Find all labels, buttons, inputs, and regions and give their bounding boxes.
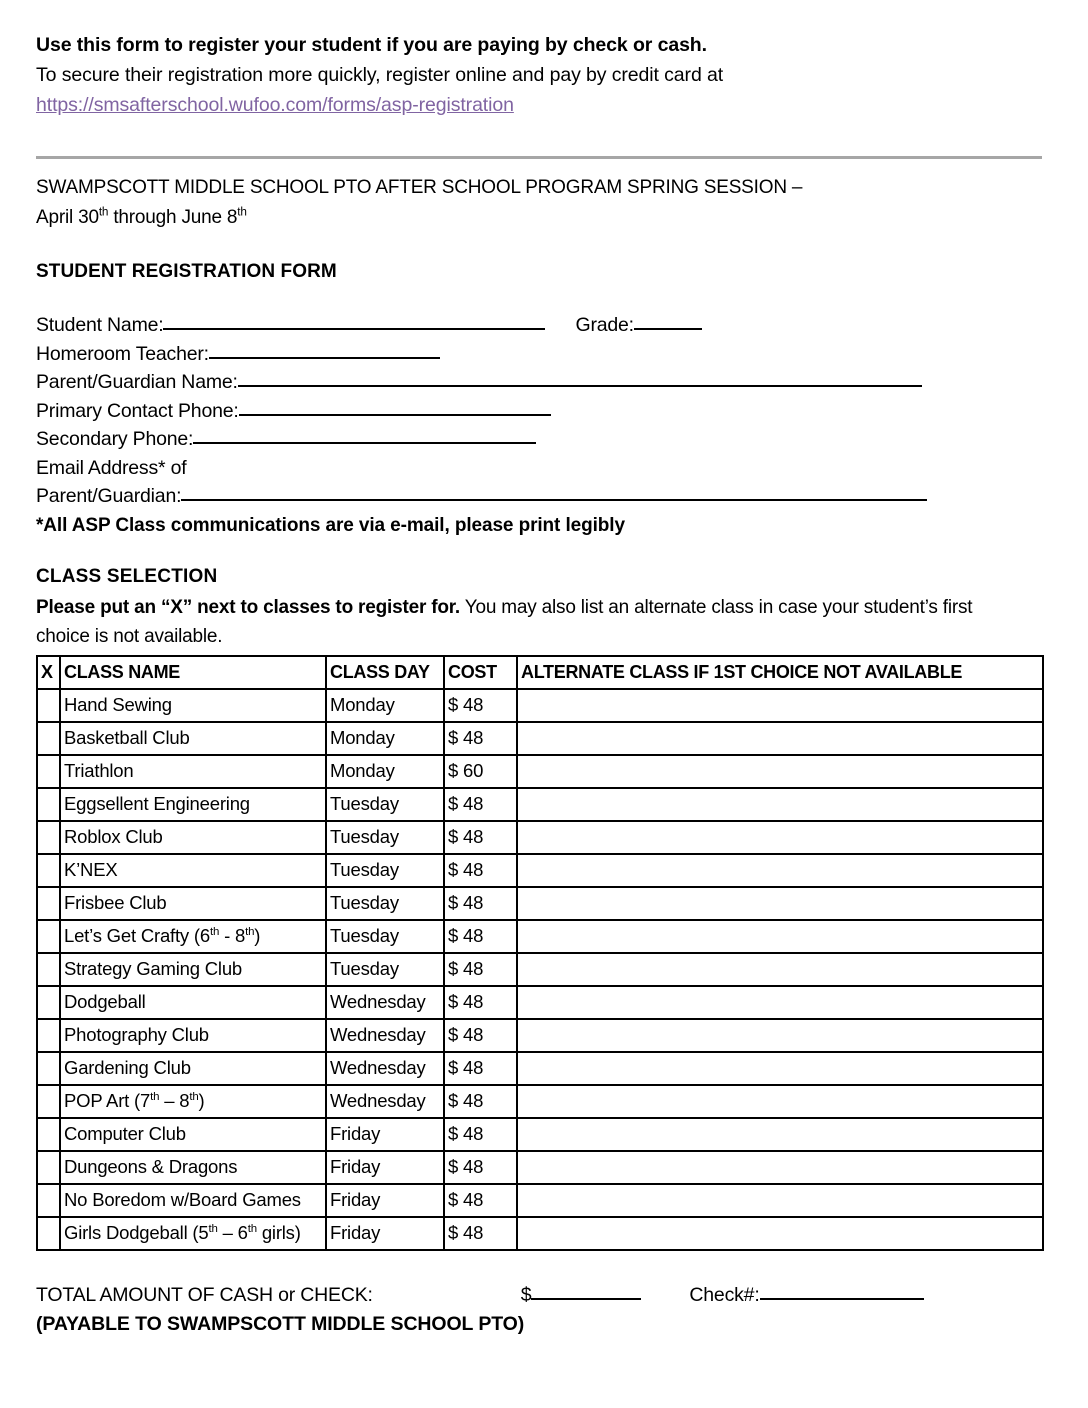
table-row (37, 1151, 1043, 1184)
instruction-rest-part: You may also list an alternate class in case your student’s first choice is not available. (36, 596, 973, 647)
row-class-name: Girls Dodgeball (5th – 6th girls) (60, 1217, 326, 1250)
row-alternate-class-input[interactable] (517, 722, 1043, 755)
table-row (37, 689, 1043, 722)
row-class-day: Tuesday (326, 788, 444, 821)
row-x-checkbox-cell[interactable] (37, 788, 60, 821)
session-date-sup-1: th (98, 205, 109, 219)
table-row (37, 821, 1043, 854)
row-alternate-class-input[interactable] (517, 887, 1043, 920)
totals-block (36, 1281, 1046, 1339)
payable-to-note: (PAYABLE TO SWAMPSCOTT MIDDLE SCHOOL PTO) (36, 1312, 525, 1335)
table-row (37, 1118, 1043, 1151)
row-class-day: Friday (326, 1151, 444, 1184)
row-x-checkbox-cell[interactable] (37, 854, 60, 887)
primary-phone-input-blank[interactable] (239, 397, 551, 416)
row-class-name: Roblox Club (60, 821, 326, 854)
row-class-name: Gardening Club (60, 1052, 326, 1085)
grade-input-blank[interactable] (634, 311, 702, 330)
row-x-checkbox-cell[interactable] (37, 986, 60, 1019)
class-selection-table (36, 655, 1044, 1251)
class-selection-instruction (36, 593, 1026, 651)
class-selection-heading: CLASS SELECTION (36, 565, 218, 587)
parent-guardian-name-input-blank[interactable] (238, 368, 922, 387)
header-class-name: CLASS NAME (60, 656, 326, 689)
row-x-checkbox-cell[interactable] (37, 1019, 60, 1052)
row-cost: $ 48 (444, 1052, 517, 1085)
row-alternate-class-input[interactable] (517, 854, 1043, 887)
row-cost: $ 60 (444, 755, 517, 788)
table-row (37, 953, 1043, 986)
row-x-checkbox-cell[interactable] (37, 1085, 60, 1118)
table-row (37, 1052, 1043, 1085)
row-class-name: Computer Club (60, 1118, 326, 1151)
horizontal-divider (36, 156, 1042, 159)
row-class-day: Tuesday (326, 854, 444, 887)
row-class-day: Tuesday (326, 953, 444, 986)
row-alternate-class-input[interactable] (517, 1085, 1043, 1118)
row-class-day: Monday (326, 722, 444, 755)
header-class-day: CLASS DAY (326, 656, 444, 689)
row-x-checkbox-cell[interactable] (37, 953, 60, 986)
student-info-fields (36, 311, 1046, 540)
homeroom-teacher-label: Homeroom Teacher: (36, 342, 209, 365)
session-date-prefix: April 30 (36, 207, 99, 228)
intro-bold-line: Use this form to register your student if you are paying by check or cash. (36, 34, 707, 56)
row-cost: $ 48 (444, 887, 517, 920)
total-amount-input-blank[interactable] (531, 1281, 641, 1300)
primary-phone-label: Primary Contact Phone: (36, 399, 239, 422)
check-number-input-blank[interactable] (760, 1281, 924, 1300)
row-cost: $ 48 (444, 722, 517, 755)
row-cost: $ 48 (444, 689, 517, 722)
email-address-label-line-2: Parent/Guardian: (36, 485, 182, 507)
row-x-checkbox-cell[interactable] (37, 920, 60, 953)
row-class-name: Eggsellent Engineering (60, 788, 326, 821)
row-alternate-class-input[interactable] (517, 1052, 1043, 1085)
row-x-checkbox-cell[interactable] (37, 1118, 60, 1151)
session-line-1: SWAMPSCOTT MIDDLE SCHOOL PTO AFTER SCHOOL PROGRAM SPRING SESSION – (36, 177, 803, 198)
row-class-name: Triathlon (60, 755, 326, 788)
row-cost: $ 48 (444, 821, 517, 854)
secondary-phone-input-blank[interactable] (193, 425, 536, 444)
row-alternate-class-input[interactable] (517, 920, 1043, 953)
registration-url-line (36, 90, 1046, 120)
row-class-name: Frisbee Club (60, 887, 326, 920)
table-row (37, 854, 1043, 887)
row-alternate-class-input[interactable] (517, 1217, 1043, 1250)
session-date-mid: through June 8 (108, 207, 238, 228)
row-x-checkbox-cell[interactable] (37, 722, 60, 755)
row-cost: $ 48 (444, 1151, 517, 1184)
row-class-name: Dungeons & Dragons (60, 1151, 326, 1184)
table-row (37, 986, 1043, 1019)
field-row-email-line-2 (36, 482, 1046, 511)
row-alternate-class-input[interactable] (517, 755, 1043, 788)
row-class-day: Monday (326, 689, 444, 722)
row-alternate-class-input[interactable] (517, 821, 1043, 854)
field-row-primary-phone (36, 397, 1046, 426)
dollar-sign: $ (520, 1283, 532, 1306)
row-alternate-class-input[interactable] (517, 986, 1043, 1019)
row-cost: $ 48 (444, 920, 517, 953)
row-class-name: Hand Sewing (60, 689, 326, 722)
session-heading (36, 173, 1046, 233)
row-alternate-class-input[interactable] (517, 953, 1043, 986)
total-amount-label: TOTAL AMOUNT OF CASH or CHECK: (36, 1283, 373, 1306)
header-x: X (37, 656, 60, 689)
field-row-student-name (36, 311, 1046, 340)
homeroom-teacher-input-blank[interactable] (209, 340, 440, 359)
email-address-input-blank[interactable] (181, 482, 927, 501)
document-body (36, 30, 1046, 1339)
table-row (37, 755, 1043, 788)
instruction-bold-part: Please put an “X” next to classes to register for. (36, 596, 460, 618)
table-row (37, 788, 1043, 821)
row-cost: $ 48 (444, 986, 517, 1019)
row-alternate-class-input[interactable] (517, 1151, 1043, 1184)
row-class-day: Wednesday (326, 1019, 444, 1052)
table-row (37, 1184, 1043, 1217)
row-x-checkbox-cell[interactable] (37, 887, 60, 920)
session-date-sup-2: th (237, 205, 247, 219)
row-x-checkbox-cell[interactable] (37, 689, 60, 722)
row-class-name: POP Art (7th – 8th) (60, 1085, 326, 1118)
table-body (37, 689, 1043, 1250)
row-cost: $ 48 (444, 1184, 517, 1217)
registration-url-link[interactable]: https://smsafterschool.wufoo.com/forms/asp-registration (36, 94, 514, 116)
row-class-day: Wednesday (326, 1085, 444, 1118)
intro-sub-line: To secure their registration more quickly, register online and pay by credit card at (36, 64, 724, 86)
secondary-phone-label: Secondary Phone: (36, 428, 194, 450)
row-class-name: No Boredom w/Board Games (60, 1184, 326, 1217)
row-class-day: Friday (326, 1118, 444, 1151)
row-class-day: Friday (326, 1217, 444, 1250)
row-class-day: Wednesday (326, 986, 444, 1019)
parent-guardian-name-label: Parent/Guardian Name: (36, 371, 238, 393)
row-cost: $ 48 (444, 1118, 517, 1151)
table-row (37, 920, 1043, 953)
row-x-checkbox-cell[interactable] (37, 1052, 60, 1085)
row-cost: $ 48 (444, 1217, 517, 1250)
row-cost: $ 48 (444, 953, 517, 986)
check-number-label: Check#: (689, 1283, 760, 1306)
table-row (37, 1085, 1043, 1118)
table-row (37, 722, 1043, 755)
table-row (37, 1217, 1043, 1250)
field-row-homeroom-teacher (36, 340, 1046, 369)
row-class-day: Tuesday (326, 887, 444, 920)
grade-label: Grade: (575, 314, 634, 336)
row-class-name: Let’s Get Crafty (6th - 8th) (60, 920, 326, 953)
table-header (37, 656, 1043, 689)
field-row-secondary-phone (36, 425, 1046, 454)
email-footnote: *All ASP Class communications are via e-mail, please print legibly (36, 514, 625, 536)
row-class-name: Dodgeball (60, 986, 326, 1019)
intro-block (36, 30, 1046, 120)
row-class-day: Friday (326, 1184, 444, 1217)
row-cost: $ 48 (444, 788, 517, 821)
row-class-name: Strategy Gaming Club (60, 953, 326, 986)
table-row (37, 887, 1043, 920)
student-name-input-blank[interactable] (163, 311, 545, 330)
header-cost: COST (444, 656, 517, 689)
row-x-checkbox-cell[interactable] (37, 755, 60, 788)
row-alternate-class-input[interactable] (517, 1019, 1043, 1052)
row-class-day: Monday (326, 755, 444, 788)
row-class-name: K’NEX (60, 854, 326, 887)
row-alternate-class-input[interactable] (517, 788, 1043, 821)
field-row-parent-name (36, 368, 1046, 397)
row-x-checkbox-cell[interactable] (37, 1217, 60, 1250)
form-title: STUDENT REGISTRATION FORM (36, 261, 337, 282)
row-x-checkbox-cell[interactable] (37, 821, 60, 854)
row-x-checkbox-cell[interactable] (37, 1184, 60, 1217)
row-x-checkbox-cell[interactable] (37, 1151, 60, 1184)
row-class-day: Tuesday (326, 821, 444, 854)
row-alternate-class-input[interactable] (517, 1184, 1043, 1217)
table-row (37, 1019, 1043, 1052)
row-class-day: Wednesday (326, 1052, 444, 1085)
totals-line (36, 1281, 1046, 1310)
row-class-day: Tuesday (326, 920, 444, 953)
email-address-label-line-1: Email Address* of (36, 456, 187, 479)
student-name-label: Student Name: (36, 314, 164, 336)
row-alternate-class-input[interactable] (517, 1118, 1043, 1151)
row-alternate-class-input[interactable] (517, 689, 1043, 722)
table-header-row (37, 656, 1043, 689)
field-row-email-line-1 (36, 454, 1046, 483)
row-cost: $ 48 (444, 854, 517, 887)
header-alternate-class: ALTERNATE CLASS IF 1ST CHOICE NOT AVAILABLE (517, 656, 1043, 689)
row-cost: $ 48 (444, 1019, 517, 1052)
row-class-name: Basketball Club (60, 722, 326, 755)
row-class-name: Photography Club (60, 1019, 326, 1052)
row-cost: $ 48 (444, 1085, 517, 1118)
